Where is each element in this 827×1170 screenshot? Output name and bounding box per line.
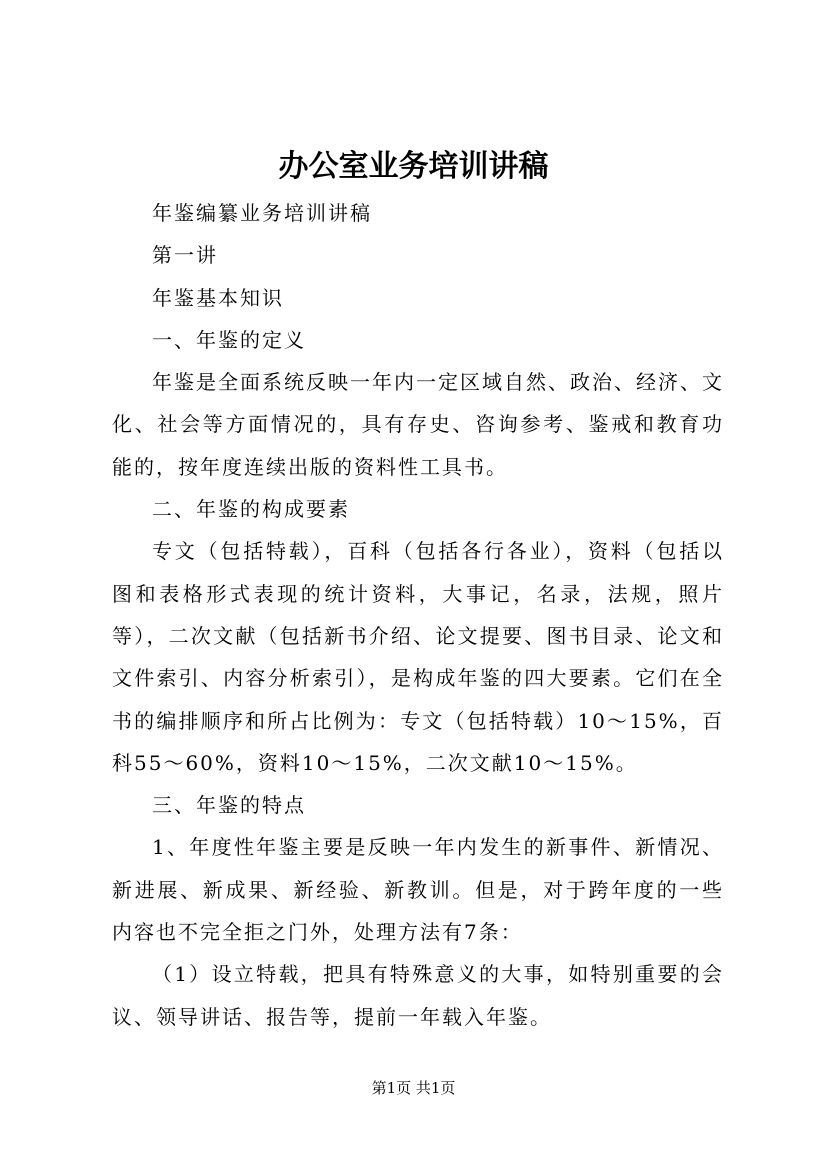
paragraph-elements: 专文（包括特载），百科（包括各行各业），资料（包括以图和表格形式表现的统计资料，大事记，名录，法规，照片等），二次文献（包括新书介绍、论文提要、图书目录、论文和文件索引、内容分析索引），是构成年鉴的四大要素。它们在全书的编排顺序和所占比例为：专文（包括特载）10～15%，百科55～60%，资料10～15%，二次文献10～15%。: [112, 539, 724, 775]
paragraph-feature-annual: 1、年度性年鉴主要是反映一年内发生的新事件、新情况、新进展、新成果、新经验、新教训。但是，对于跨年度的一些内容也不完全拒之门外，处理方法有7条：: [112, 835, 724, 945]
paragraph-subtitle: 年鉴编纂业务培训讲稿: [152, 201, 372, 225]
document-body: [112, 192, 724, 1038]
section-heading-definition: 一、年鉴的定义: [152, 327, 306, 352]
section-heading-features: 三、年鉴的特点: [152, 793, 306, 818]
page-footer: 第1页 共1页: [371, 1079, 456, 1097]
document-title: 办公室业务培训讲稿: [278, 149, 549, 184]
section-heading-elements: 二、年鉴的构成要素: [152, 497, 350, 522]
paragraph-definition: 年鉴是全面系统反映一年内一定区域自然、政治、经济、文化、社会等方面情况的，具有存史、咨询参考、鉴戒和教育功能的，按年度连续出版的资料性工具书。: [112, 370, 724, 479]
paragraph-lecture-number: 第一讲: [152, 243, 218, 268]
paragraph-feature-method-1: （1）设立特载，把具有特殊意义的大事，如特别重要的会议、领导讲话、报告等，提前一年载入年鉴。: [112, 962, 724, 1029]
paragraph-lecture-topic: 年鉴基本知识: [152, 285, 284, 310]
